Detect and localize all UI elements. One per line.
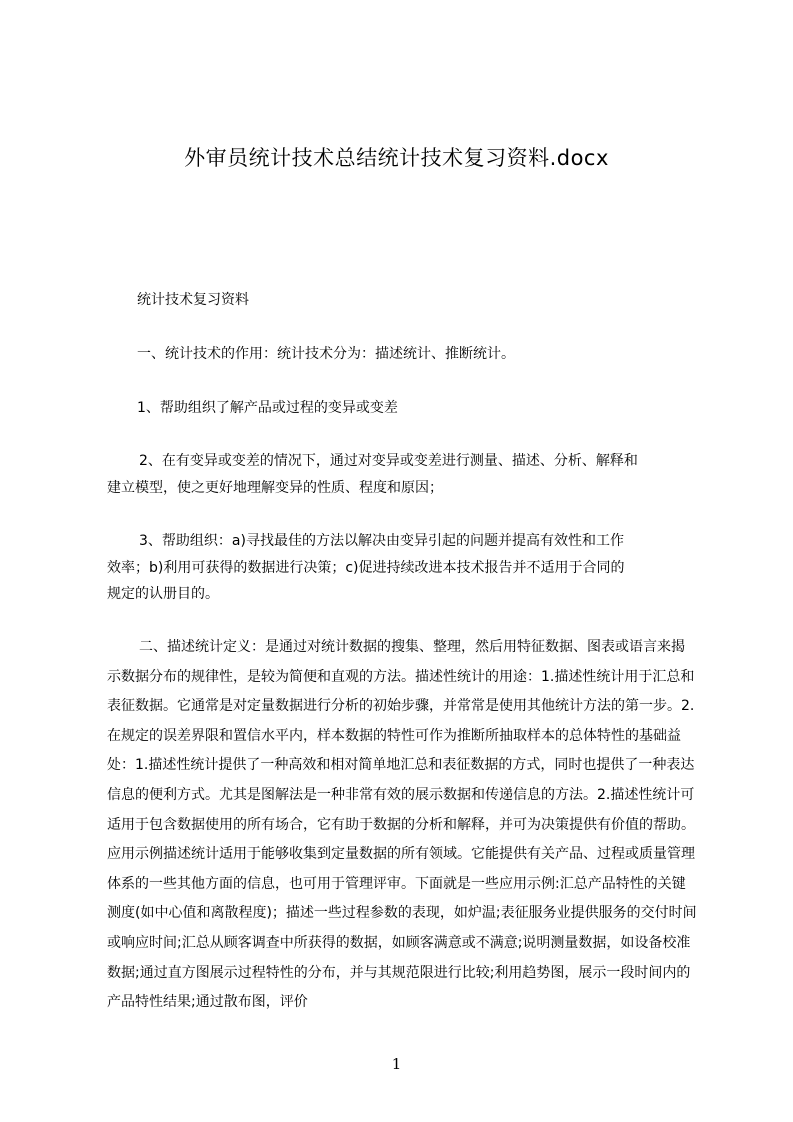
item-3-line-1: 3、帮助组织：a)寻找最佳的方法以解决由变异引起的问题并提高有效性和工作 [139, 533, 624, 549]
item-3-line-2: 效率；b)利用可获得的数据进行决策；c)促进持续改进本技术报告并不适用于合同的 [107, 560, 625, 576]
page-number: 1 [391, 1055, 402, 1073]
item-2-line-1: 2、在有变异或变差的情况下，通过对变异或变差进行测量、描述、分析、解释和 [139, 453, 638, 469]
section-1-heading: 一、统计技术的作用：统计技术分为：描述统计、推断统计。 [137, 346, 515, 362]
section-2-paragraph: 二、描述统计定义：是通过对统计数据的搜集、整理，然后用特征数据、图表或语言来揭示数据分布的规律性，是较为简便和直观的方法。描述性统计的用途：1.描述性统计用于汇总和表征数据。它通常是对定量数据进行分析的初始步骤，并常常是使用其他统计方法的第一步。2.在规定的误差界限和置信水平内，样本数据的特性可作为推断所抽取样本的总体特性的基础益处：1.描述性统计提供了一种高效和相对简单地汇总和表征数据的方式，同时也提供了一种表达信息的便利方式。尤其是图解法是一种非常有效的展示数据和传递信息的方法。2.描述性统计可适用于包含数据使用的所有场合，它有助于数据的分析和解释，并可为决策提供有价值的帮助。应用示例描述统计适用于能够收集到定量数据的所有领域。它能提供有关产品、过程或质量管理体系的一些其他方面的信息，也可用于管理评审。下面就是一些应用示例:汇总产品特性的关键测度(如中心值和离散程度)；描述一些过程参数的表现，如炉温;表征服务业提供服务的交付时间或响应时间;汇总从顾客调查中所获得的数据，如顾客满意或不满意;说明测量数据，如设备校准数据;通过直方图展示过程特性的分布，并与其规范限进行比较;利用趋势图，展示一段时间内的产品特性结果;通过散布图，评价 [107, 639, 697, 1011]
section-heading: 统计技术复习资料 [137, 292, 249, 308]
item-3-line-3: 规定的认册目的。 [107, 586, 219, 602]
item-1: 1、帮助组织了解产品或过程的变异或变差 [137, 400, 398, 416]
item-2-line-2: 建立模型，使之更好地理解变异的性质、程度和原因； [107, 480, 443, 496]
document-title: 外审员统计技术总结统计技术复习资料.docx [184, 146, 609, 170]
